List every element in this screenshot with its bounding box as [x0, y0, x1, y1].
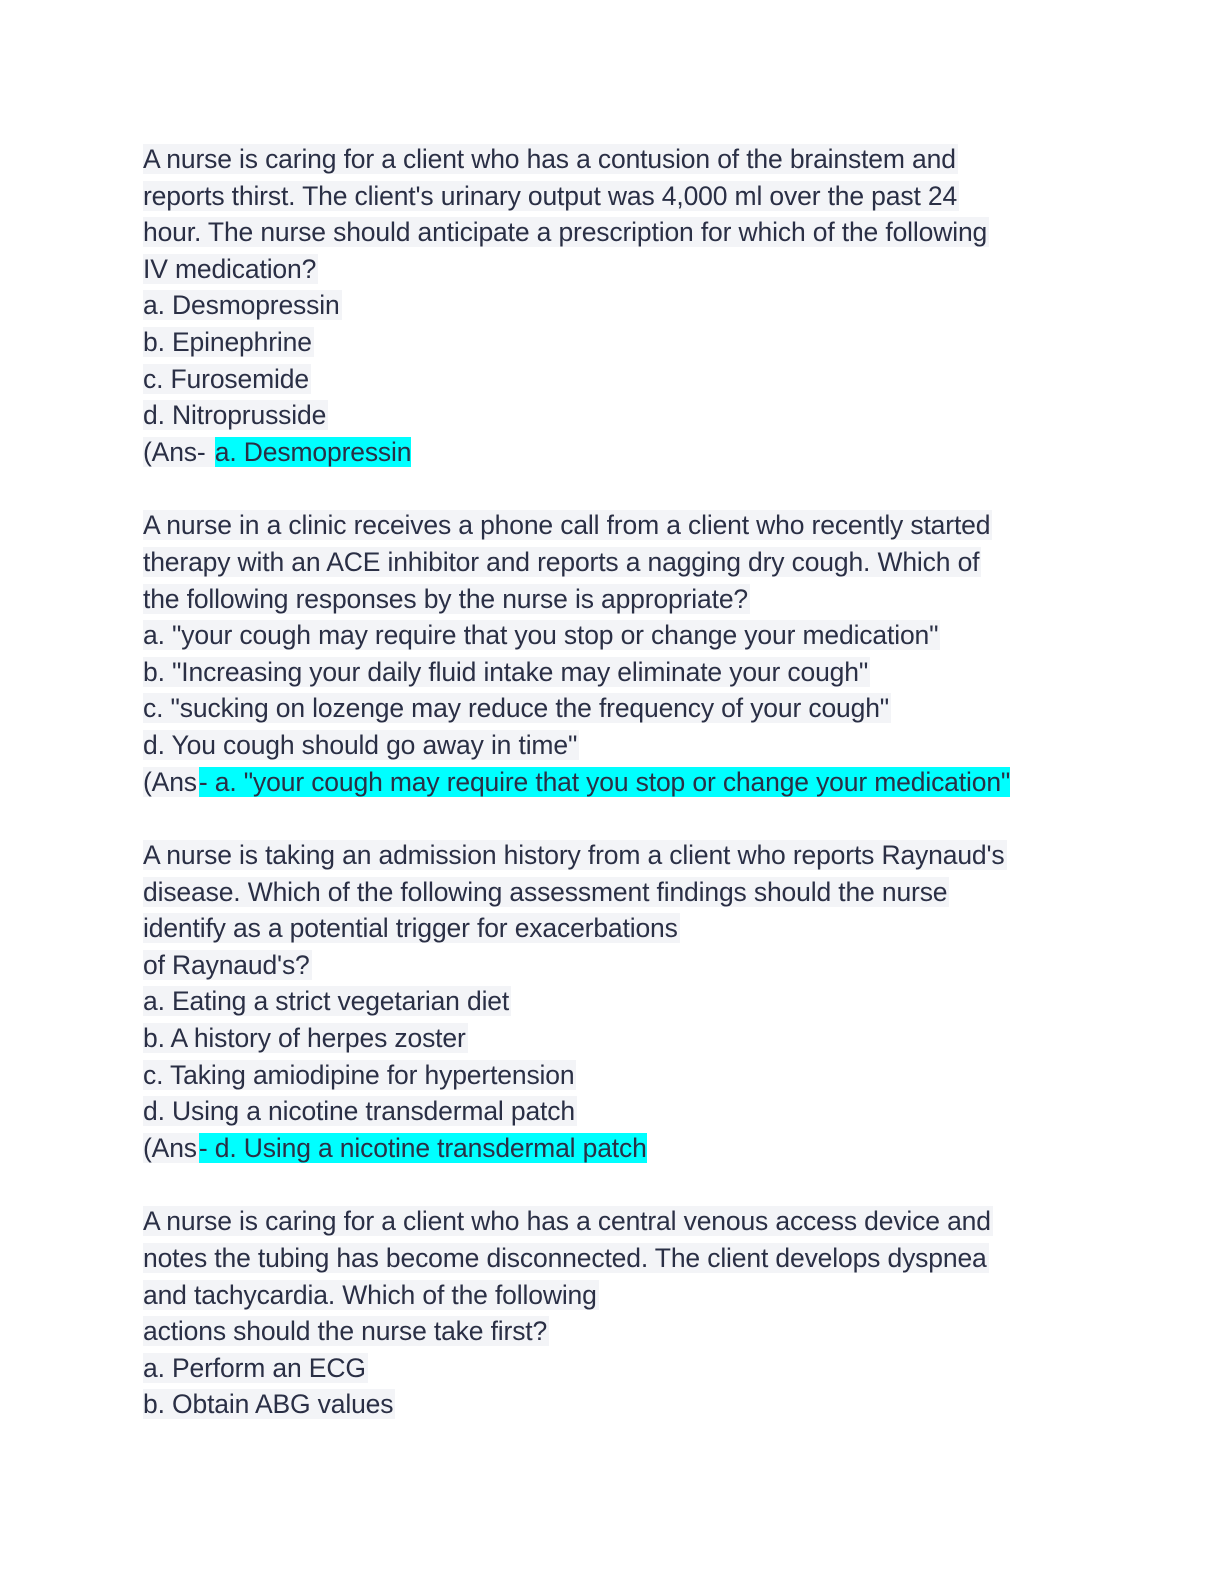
question-1-stem-line-1: A nurse is caring for a client who has a contusion of the brainstem and	[143, 144, 956, 174]
question-4-stem-line-3: and tachycardia. Which of the following	[143, 1279, 597, 1310]
question-3-option-c: c. Taking amiodipine for hypertension	[143, 1059, 575, 1090]
answer-highlight: - d. Using a nicotine transdermal patch	[198, 1132, 647, 1163]
answer-prefix: (Ans	[143, 766, 197, 797]
question-1-answer	[143, 434, 1103, 471]
question-1-option-b: b. Epinephrine	[143, 326, 312, 357]
question-1-option-d: d. Nitroprusside	[143, 400, 327, 431]
question-3-answer	[143, 1130, 1103, 1167]
question-2-option-c: c. "sucking on lozenge may reduce the frequency of your cough"	[143, 693, 890, 724]
question-2-stem-line-2: therapy with an ACE inhibitor and reports a nagging dry cough. Which of	[143, 546, 980, 577]
question-2-option-d: d. You cough should go away in time"	[143, 729, 578, 760]
document-page	[143, 141, 1103, 1423]
question-3-option-a: a. Eating a strict vegetarian diet	[143, 986, 510, 1017]
question-3-stem-line-1: A nurse is taking an admission history from a client who reports Raynaud's	[143, 840, 1005, 871]
question-block-3	[143, 837, 1103, 1166]
question-1-stem-line-4: IV medication?	[143, 253, 317, 284]
question-1-option-a: a. Desmopressin	[143, 290, 340, 321]
question-4-option-a: a. Perform an ECG	[143, 1352, 366, 1383]
answer-prefix: (Ans	[143, 1132, 197, 1163]
question-block-4	[143, 1203, 1103, 1423]
question-2-answer	[143, 764, 1103, 801]
question-block-1	[143, 141, 1103, 470]
question-3-stem-line-3: identify as a potential trigger for exacerbations	[143, 913, 678, 944]
question-1-option-c: c. Furosemide	[143, 363, 309, 394]
question-2-option-a: a. "your cough may require that you stop or change your medication"	[143, 620, 939, 651]
question-3-stem-line-4: of Raynaud's?	[143, 949, 310, 980]
question-3-option-d: d. Using a nicotine transdermal patch	[143, 1096, 575, 1127]
question-3-stem-line-2: disease. Which of the following assessment findings should the nurse	[143, 876, 948, 907]
question-4-option-b: b. Obtain ABG values	[143, 1389, 394, 1420]
question-4-stem-line-1: A nurse is caring for a client who has a central venous access device and	[143, 1206, 991, 1237]
question-1-stem-line-3: hour. The nurse should anticipate a prescription for which of the following	[143, 217, 988, 248]
answer-highlight: a. Desmopressin	[214, 436, 412, 467]
question-2-stem-line-1: A nurse in a clinic receives a phone call from a client who recently started	[143, 510, 991, 541]
question-3-option-b: b. A history of herpes zoster	[143, 1023, 466, 1054]
question-1-stem-line-2: reports thirst. The client's urinary output was 4,000 ml over the past 24	[143, 180, 958, 211]
answer-prefix: (Ans-	[143, 436, 213, 467]
question-block-2	[143, 507, 1103, 800]
answer-highlight: - a. "your cough may require that you stop or change your medication"	[198, 766, 1011, 797]
question-4-stem-line-4: actions should the nurse take first?	[143, 1316, 548, 1347]
question-2-option-b: b. "Increasing your daily fluid intake may eliminate your cough"	[143, 656, 869, 687]
question-2-stem-line-3: the following responses by the nurse is appropriate?	[143, 583, 749, 614]
question-4-stem-line-2: notes the tubing has become disconnected. The client develops dyspnea	[143, 1243, 987, 1274]
